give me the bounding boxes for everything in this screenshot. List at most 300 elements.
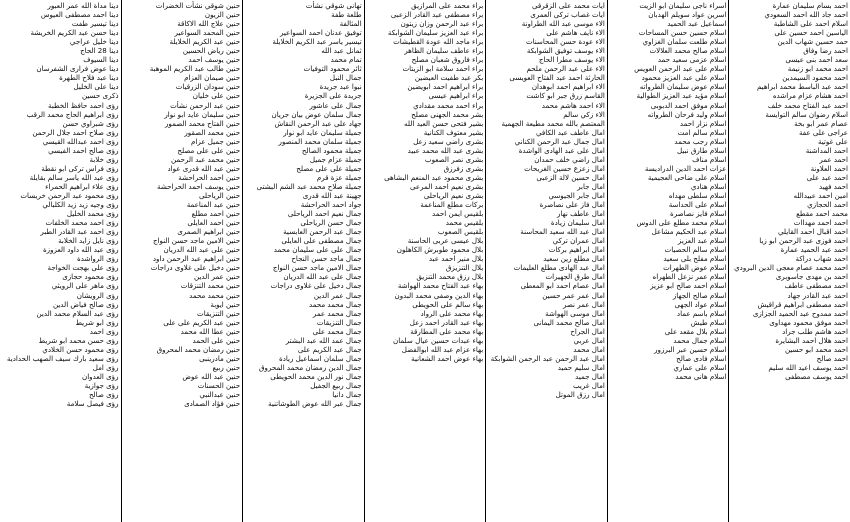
name-cell: حنين الفتاح محمد الصمور xyxy=(164,118,241,128)
name-cell: امال زعزع حسين الغريحات xyxy=(524,163,605,173)
name-cell: حنين احمد مطلع xyxy=(191,209,241,219)
name-cell: امال عبد الله سعيد المحاسنة xyxy=(520,227,605,237)
name-cell: الاء نايف هاشم على xyxy=(546,28,605,38)
name-cell: حنين المحمد السواعير xyxy=(174,28,241,38)
name-cell: حنين عبد الله قدرى عواد xyxy=(167,163,241,173)
name-cell: اسلام بلال مقعد على xyxy=(664,326,727,336)
name-cell: احمد المداشنة xyxy=(805,145,848,155)
name-cell: اسلام سالم امت xyxy=(677,127,727,137)
name-cell: رؤى سعيد بارك سيف الصهب الحدادية xyxy=(6,353,119,363)
name-cell: احمد هاشم طلب جراد xyxy=(782,326,848,336)
name-cell: دينا حسن عبد الكريم الخريشة xyxy=(30,28,119,38)
name-cell: امال سليمان زيادة xyxy=(550,218,605,228)
name-cell: رؤى وجيه زيد زيد الكلبالي xyxy=(42,200,119,210)
name-cell: اسلام حسين حسن المساحات xyxy=(638,28,727,38)
name-cell: جميلة محمود الصالح xyxy=(301,145,362,155)
name-cell: جميلة سلمان محمد المنصور xyxy=(278,136,362,146)
name-cell: رؤى صالح احمد الفيسي xyxy=(48,145,119,155)
name-cell: رؤى محمد الخليل xyxy=(66,209,119,219)
name-cell: احمد هشام عزام مراشده xyxy=(772,91,848,101)
name-cell: جميلة صلاح محمد عبد الشم البشتى xyxy=(256,181,362,191)
name-cell: رؤى نايل زايد الخلابة xyxy=(58,236,119,246)
name-cell: احمد عبد الباسط محمد ابراهيم xyxy=(756,82,848,92)
name-cell: احمد فهيد xyxy=(819,181,848,191)
name-cell: حنين رياض الحسين xyxy=(182,46,241,56)
name-cell: حنين عبد الله عوض xyxy=(182,371,241,381)
name-cell: امال مطلع زين سعيد xyxy=(543,254,605,264)
name-cell: امال طرق الجهيرات xyxy=(545,272,605,282)
name-cell: حنين فؤاد الصمادى xyxy=(184,399,241,409)
name-cell: حنين طالب عبد الكريم الموهبة xyxy=(149,64,241,74)
name-cell: اسلام عمر نزعل الطهراه xyxy=(652,272,727,282)
name-cell: احمد رضا وفاق xyxy=(803,46,848,56)
names-column xyxy=(121,0,243,522)
names-column xyxy=(485,0,607,522)
name-cell: اسلام عوض الطهرات xyxy=(663,263,727,273)
name-cell: بهاء عبد الفتاح محمد الهواشة xyxy=(397,281,484,291)
name-cell: بهاء عبد القادر احمد زعل xyxy=(409,317,484,327)
name-cell: اسلام رضوان سالم التوايسة xyxy=(765,109,848,119)
name-cell: جمال دانيا xyxy=(332,390,362,400)
name-cell: بهاء محمد على المطارقة xyxy=(410,326,484,336)
name-cell: الاء زكي سالم xyxy=(563,109,605,119)
name-cell: حنين التنزيقات xyxy=(197,308,241,318)
name-cell: جمال محمد على xyxy=(312,326,362,336)
name-cell: جمال الدين رمضان محمد المحروق xyxy=(259,362,362,372)
name-cell: بلال منير احمد عبد xyxy=(428,254,484,264)
name-cell: امال عمر عمر حسين xyxy=(542,290,605,300)
name-cell: امال جابر xyxy=(577,181,605,191)
name-cell: بشرى نعيم احمد المرعى xyxy=(410,181,484,191)
names-column xyxy=(607,0,729,522)
name-cell: بلال عيسى عربى الحاسنة xyxy=(407,236,484,246)
name-cell: براء ابراهيم احمد ابويضين xyxy=(407,82,484,92)
name-cell: امال عصام احمد ابو المعطى xyxy=(520,281,605,291)
name-cell: الاء عودة حسن المحاسنات xyxy=(525,37,605,47)
name-cell: جمال عبد الرحمن العابسية xyxy=(283,227,362,237)
name-cell: بشير معتوف الكنانية xyxy=(423,127,484,137)
name-cell: حنين صيمان العزام xyxy=(184,73,241,83)
name-cell: حنين عبد الرحمن نشأت xyxy=(170,100,241,110)
name-cell: دينا تيسير طفت xyxy=(71,19,119,29)
name-cell: الاء ابراهيم احمد ابوهدان xyxy=(531,82,605,92)
name-cell: بلال التنزيزق xyxy=(445,263,484,273)
name-cell: براء عبد العزيز سليمان الشوابكة xyxy=(387,28,484,38)
name-cell: رؤى احمد عبدالله القيسي xyxy=(42,136,119,146)
name-cell: بهاء محمد على الرواد xyxy=(420,308,484,318)
name-cell: ذكرى حسين xyxy=(82,91,119,101)
name-cell: جميلة على على مصلح xyxy=(296,163,362,173)
name-cell: احمد محمد ابو زنيمة xyxy=(787,64,848,74)
name-cell: احمد موفق محمود مهداوى xyxy=(769,317,848,327)
name-cell: اسلام رجب محمد xyxy=(674,136,727,146)
name-cell: حنين مادرينبى xyxy=(199,353,241,363)
name-cell: جمال سلمان اسماعيل ريادة xyxy=(278,353,362,363)
name-cell: الاء يوسف مطرا الحاج xyxy=(538,55,605,65)
name-cell: ثمانل عبد الله xyxy=(321,46,362,56)
name-cell: رؤى صالح xyxy=(88,390,119,400)
name-cell: احمد جاد الله احمد السعودي xyxy=(764,10,848,20)
name-cell: حنين محمد عبد الرحمن xyxy=(171,154,241,164)
name-cell: حنين ابراهيم عبد الرحمن داود xyxy=(152,254,241,264)
name-cell: بلقيس محمد xyxy=(445,218,484,228)
name-cell: امال عاطف عبد الكافي xyxy=(535,127,605,137)
name-cell: ايات محمد على الزقرقى xyxy=(531,1,605,10)
name-cell: جميلة عزة قرم xyxy=(316,172,362,182)
name-cell: جمال عمر الدين xyxy=(313,290,362,300)
name-cell: جواد احمد الحراحشة xyxy=(300,200,362,210)
name-cell: احمد يوسف اعيد الله سليم xyxy=(768,362,848,372)
name-cell: عراجى على عفة xyxy=(798,127,848,137)
name-cell: اسلام هانى محمد xyxy=(675,371,727,381)
name-cell: اسرين عواد سويلم الهدبان xyxy=(648,10,727,20)
name-cell: حنين الامين ماجد حسن النواج xyxy=(152,236,241,246)
name-cell: حنين احمد العايلى xyxy=(187,218,241,228)
name-cell: اسلام مؤيد عبد العزيز الطوالية xyxy=(636,91,727,101)
name-cell: رؤى عبد الله ياسر سالم بقايلة xyxy=(29,172,119,182)
name-cell: حنين يوسف احمد الحراحشة xyxy=(157,181,241,191)
name-cell: جمال ماجد حسن النجاح xyxy=(291,254,362,264)
name-cell: طلعة طفة xyxy=(331,10,362,20)
name-cell: بكر عبد طفيت العيضين xyxy=(414,73,484,83)
name-cell: رؤى احمد حافظ الخطبة xyxy=(48,100,119,110)
name-cell: بلقيس الصعوب xyxy=(437,227,484,237)
name-cell: رؤى الرواشدة xyxy=(77,254,119,264)
name-cell: دينا احمد مصطفى العيوس xyxy=(40,10,119,20)
name-cell: امال جابر الجيوسي xyxy=(548,190,605,200)
name-cell: امال عربي xyxy=(573,335,605,345)
name-cell: حنين ابراهيم الصمرى xyxy=(177,227,241,237)
name-cell: الاء موسى عبد الله الطراونة xyxy=(521,19,605,29)
name-cell: حنين سليمان عايد ابو نوار xyxy=(164,109,241,119)
name-cell: احمد بن مهدى جاسوبرى xyxy=(775,272,848,282)
name-cell: الحارثة احمد عبد الفتاح العويسى xyxy=(509,73,605,83)
name-cell: اسلام على الحداسة xyxy=(668,200,727,210)
name-cell: احمد بسام سليمان عمارة xyxy=(772,1,848,10)
name-cell: اسلام موفق احمد الدبوبى xyxy=(650,100,727,110)
name-cell: جمال النبل xyxy=(329,73,362,83)
name-cell: احمد عمر xyxy=(819,154,848,164)
name-cell: رؤى ماهر على الرويثي xyxy=(51,281,119,291)
name-cell: حنين محمد محمد xyxy=(189,290,241,300)
name-cell: حنين على عبد الله الدريان xyxy=(163,245,241,255)
name-cell: احمد محمود السيمدين xyxy=(782,73,848,83)
name-cell: امال عبد الرحمن عبد الرحمن الشوابكة xyxy=(490,353,605,363)
name-cell: حمد حسين شهاب الدين xyxy=(777,37,848,47)
name-cell: جهينة عبد الله قدرى xyxy=(302,190,362,200)
name-cell: اسلام صالح الجهاز xyxy=(672,290,727,300)
name-cell: امال حسين لالة الزعبى xyxy=(536,172,605,182)
name-cell: بشرى عبد الله محمد عبيد xyxy=(407,145,484,155)
name-cell: امال رزق الموتل xyxy=(555,390,605,400)
name-cell: جمال الامين ماجد حسن النواج xyxy=(272,263,362,273)
name-cell: حنين محمد التنزقات xyxy=(180,281,241,291)
name-cell: جمال محمد محمد xyxy=(308,299,362,309)
name-cell: اسلام وليد فرحان الطرواته xyxy=(647,109,727,119)
name-cell: اسلام جمال محمد xyxy=(673,335,727,345)
name-cell: الاء على عبد الرحمن ملحم xyxy=(526,64,605,74)
name-cell: دينا عوض فرارى الشفرسان xyxy=(36,64,119,74)
name-cell: حنين علاج الله الاكاقة xyxy=(177,19,241,29)
name-cell: امال محمد xyxy=(573,344,605,354)
name-cell: حنين ايوبة xyxy=(210,299,241,309)
name-cell: عصام عمر ابو بخة xyxy=(794,118,848,128)
name-cell: بلال محمود طوبرش الكاهلون xyxy=(396,245,484,255)
name-cell: رؤى محمود حجازى xyxy=(62,272,119,282)
name-cell: احمد محمد ابو حسين xyxy=(784,344,848,354)
name-cell: حنين شوقي نشأت الخضرات xyxy=(155,1,241,10)
name-cell: امال عمران تركي xyxy=(552,236,605,246)
name-cell: بهاء عزام عبد الله ابوالفضل xyxy=(401,344,484,354)
name-cell: براء ماجد الله عودة القطيشات xyxy=(393,37,484,47)
name-cell: بهاء سالم على الحويطى xyxy=(412,299,484,309)
name-cell: دينا السيوف xyxy=(83,55,119,65)
name-cell: جمال نور الدين محمد الحويطى xyxy=(270,371,362,381)
names-column xyxy=(242,0,364,522)
name-cell: الاء يوسف توفيق الشوابكة xyxy=(526,46,605,56)
name-cell: امال جميد xyxy=(575,371,605,381)
name-cell: احمد محمد عصام معجى الدين البرودي xyxy=(734,263,848,273)
name-cell: اسلام عواد الجهى xyxy=(674,299,727,309)
name-cell: جمال على عبد الله الدريان xyxy=(283,272,362,282)
name-cell: رؤى فيصل سلامة xyxy=(66,399,119,409)
name-cell: اسلام فادى صالح xyxy=(676,353,727,363)
name-cell: بركات مطلع المناعمة xyxy=(420,200,484,210)
name-cell: براء محمد على المرازيق xyxy=(411,1,484,10)
name-cell: جمال دخيل على غلاوى دراجات xyxy=(270,281,362,291)
name-cell: حنين دخيل على غلاوى دراجات xyxy=(150,263,241,273)
name-cell: امال عمر نصر xyxy=(562,299,605,309)
name-cell: اسلام عبد الحكيم مشاعل xyxy=(651,227,727,237)
name-cell: رؤى علاء ابراهيم الحمراء xyxy=(45,181,119,191)
name-cell: رؤى محمود عبد الرحمن خريسات xyxy=(20,190,119,200)
name-cell: رؤى عبد الله داود العزوزة xyxy=(42,245,119,255)
name-cell: رؤى امل xyxy=(92,362,119,372)
name-cell: اسلام مفلح بلى سعيد xyxy=(663,254,727,264)
name-cell: الياسين احمد حسين على xyxy=(774,28,848,38)
name-cell: جريدة على الجزيرة xyxy=(304,91,362,101)
name-cell: امال فاز على نصاصرة xyxy=(539,200,605,210)
name-cell: رؤى حسن محمد ابو شريط xyxy=(38,335,119,345)
name-cell: دينا على الخليل xyxy=(73,82,119,92)
name-cell: امال سليم حميد xyxy=(557,362,605,372)
name-cell: امال عاطف نهار xyxy=(557,209,605,219)
name-cell: امال غريب xyxy=(572,380,605,390)
name-cell: احمد صالح xyxy=(816,353,848,363)
name-cell: احمد مصطفى ابراهيم قراقيش xyxy=(757,299,848,309)
name-cell: اسلام محمد مطلع على الدوس xyxy=(636,218,727,228)
name-cell: احمد ممدوح عبد الحميد الجزازى xyxy=(752,308,848,318)
name-cell: القاسم زرق جبر ابو كاشت xyxy=(526,91,605,101)
name-cell: امال عبد الهادى مطلع العليمات xyxy=(513,263,605,273)
name-cell: حنين الرياحلى xyxy=(198,190,241,200)
name-cell: اسلام هنادي xyxy=(690,181,727,191)
name-cell: اسراء ناجى سليمان ابو الزيت xyxy=(639,1,727,10)
name-cell: رؤى احمد xyxy=(89,326,119,336)
name-cell: رؤى خلابة xyxy=(89,154,119,164)
name-cell: رؤى العدوان xyxy=(81,371,119,381)
names-column xyxy=(728,0,850,522)
name-cell: اسلام سالم الحصيات xyxy=(664,245,727,255)
name-cell: اسلام عزمى سعيد حمد xyxy=(657,55,727,65)
name-cell: دينا عبد فلاح الطهرة xyxy=(59,73,119,83)
name-cell: جمال حسن الرياحلى xyxy=(300,218,362,228)
name-cell: اسلام نزار احمد xyxy=(679,118,727,128)
name-cell: براء احمد محمد مقدادي xyxy=(413,100,484,110)
name-cell: براء ابراهيم عيسى xyxy=(428,91,484,101)
name-cell: جمال التنزيقات xyxy=(316,317,362,327)
name-cell: حنين عطا الله محمد xyxy=(180,326,241,336)
name-cell: احمد فوزى عبد الرحمن ابو زيا xyxy=(759,236,848,246)
name-cell: جهاد على عبد الرحمن النقاش xyxy=(274,118,362,128)
name-cell: بلال رزق محمد التنزيق xyxy=(416,272,484,282)
name-cell: اسلام سلطى مهداه xyxy=(668,190,727,200)
name-cell: اسلام صالح محمد العلالات xyxy=(649,46,727,56)
name-cell: امال جمال عبد الرحمن الكناني xyxy=(514,136,605,146)
name-cell: رؤى صالح فياض الدين xyxy=(52,299,119,309)
name-cell: امال راضي خلف حمدان xyxy=(534,154,605,164)
name-cell: على غوتية xyxy=(817,136,848,146)
name-cell: دينا 28 الحاج xyxy=(80,46,119,56)
name-cell: المثالفة xyxy=(339,19,362,29)
name-cell: بشرى راضي سعيد زعل xyxy=(413,136,484,146)
name-cell: جميلة سليمان عايد ابو نوار xyxy=(283,127,362,137)
name-cell: ايات غصاب تركى العمرى xyxy=(530,10,605,20)
name-cell: اسلام طلعت سلمان الغزاوي xyxy=(642,37,727,47)
name-cell: حنين جميل عزام xyxy=(191,136,241,146)
name-cell: حنين على الحمد xyxy=(192,335,241,345)
name-cell: تمام محمد xyxy=(330,55,362,65)
names-column xyxy=(364,0,486,522)
name-cell: احمد عبد الحميد عمارة xyxy=(780,245,848,255)
name-cell: حنين عبد الكريم الخلايلة xyxy=(169,37,241,47)
name-cell: جميلة عزام جميل xyxy=(309,154,362,164)
name-cell: دينا مداة الله عمر العبور xyxy=(47,1,119,10)
name-cell: رؤى فراس تركى ابو نقطة xyxy=(41,163,119,173)
name-cell: رؤى عبد السلام محمد الدين xyxy=(36,308,119,318)
name-cell: توفيق عدنان احمد السواعير xyxy=(279,28,362,38)
name-cell: سعد احمد بنى عيسى xyxy=(785,55,848,65)
name-cell: الاء احمد هاشم محمد xyxy=(541,100,605,110)
name-cell: حنين الحسنات xyxy=(197,380,241,390)
name-cell: عزات احمد الدين الدراديسة xyxy=(644,163,727,173)
name-cell: جمال نعيم احمد الرياحلى xyxy=(287,209,362,219)
name-cell: احمد عبد الفتاح محمد خلف xyxy=(767,100,848,110)
name-cell: براء عاطف سليمان الظاهر xyxy=(404,46,484,56)
name-cell: حنين الزيون xyxy=(204,10,241,20)
name-cell: براء فاروق شعبان مصلح xyxy=(411,55,484,65)
name-cell: اسماعيل عبد الحميد xyxy=(667,19,727,29)
name-cell: احمد الحجازي xyxy=(807,200,848,210)
name-cell: رؤى الرويشان xyxy=(76,290,119,300)
name-cell: تيسير ياسر عبد الكريم الخلايلة xyxy=(272,37,362,47)
name-cell: دينا خليل عراجي xyxy=(69,37,119,47)
name-cell: امال الجراح xyxy=(570,326,605,336)
name-cell: رؤى محمود حسن الخلادي xyxy=(42,344,119,354)
name-cell: حنين يوسف احمد xyxy=(188,55,241,65)
name-cell: امين احمد عبيدالله xyxy=(793,190,848,200)
name-cell: حنين محمد الصقور xyxy=(184,127,241,137)
name-cell: رؤى ابراهيم الحاج محمد الرقب xyxy=(26,109,119,119)
name-cell: المعتصم بالله محمد مطيعة الجهمية xyxy=(501,118,605,128)
name-cell: رؤى احمد محمد الخلفات xyxy=(45,218,119,228)
name-cell: امال صالح محمد اليمانى xyxy=(533,317,605,327)
name-cell: بهاء عوض احمد الشعانية xyxy=(411,353,484,363)
name-cell: اسلام باسم عماد xyxy=(676,308,727,318)
name-cell: احمد هلال احمد البشايرة xyxy=(775,335,848,345)
name-cell: رؤى ابو شريط xyxy=(75,317,119,327)
name-cell: بشرى نصر الصعوب xyxy=(424,154,484,164)
name-cell: احمد مصطفى عاطف xyxy=(784,281,848,291)
name-cell: اسلام طيش xyxy=(690,317,727,327)
name-cell: حنين سودان الزرقيات xyxy=(175,82,241,92)
name-cell: اسلام على عماري xyxy=(673,362,727,372)
name-cell: بشير فتحى حسن العيد الله xyxy=(404,118,484,128)
name-cell: اسلام طارق نبيل xyxy=(677,145,727,155)
name-cell: تهانى شوقي نشأت xyxy=(305,1,362,10)
name-cell: جمال عبد الكريم على xyxy=(297,344,362,354)
name-cell: احمد عبد على xyxy=(806,172,848,182)
name-cell: جمال مصطفى على العايلى xyxy=(281,236,362,246)
name-cell: احمد احمد مهداات xyxy=(793,218,848,228)
name-cell: حنين احمد الحراحشة xyxy=(178,172,241,182)
name-cell: اسلام مناف xyxy=(692,154,727,164)
name-cell: براء مصطفى عبد القادر الزعبى xyxy=(390,10,484,20)
name-cell: اسلام احمد صالح ابو عزيز xyxy=(650,281,727,291)
name-cell: براء عبد الرحمن وزان زيتون xyxy=(400,19,484,29)
name-cell: اسلام فايز نصاصرة xyxy=(669,209,727,219)
name-cell: اسلام على ضاحى العجيمية xyxy=(647,172,727,182)
name-cell: حنين رمضان محمد المحروق xyxy=(156,344,241,354)
name-cell: محمد احمد مقطع xyxy=(796,209,848,219)
name-cell: بشرى محمود عبد المنعم البشاهى xyxy=(384,172,484,182)
name-cell: بهاء عبدات حسين عيال سلمان xyxy=(393,335,484,345)
name-cell: احمد شهاب دراكة xyxy=(795,254,848,264)
name-cell: جمال عمد الله عبد البشتر xyxy=(285,335,362,345)
name-cell: رؤى شبراوي حسن xyxy=(62,118,119,128)
name-cell: بشرى نعيم الرياحلى xyxy=(423,190,484,200)
name-cell: حنين على خليان xyxy=(192,91,241,101)
name-cell: حنين على على مصلح xyxy=(177,145,241,155)
name-cell: جمال عبر الله عوض الطوشاتنية xyxy=(268,399,362,409)
name-cell: جمال محمد عمر xyxy=(312,308,362,318)
name-cell: امال على عبد الهادى الواشدة xyxy=(518,145,605,155)
name-cell: حنين ربيع xyxy=(212,362,241,372)
name-cell: جمال ربيع الجفيل xyxy=(310,380,362,390)
name-cell: ثائر محمود التوفيات xyxy=(303,64,362,74)
name-cell: بشر محمد الجهنى مصلح xyxy=(411,109,484,119)
name-cell: حنين عمر الدين xyxy=(194,272,241,282)
name-cell: امال ابراهيم بركات xyxy=(548,245,605,255)
name-cell: حنين عبد الكريم على على xyxy=(163,317,241,327)
name-cell: جمال على على سليمان محمد xyxy=(273,245,362,255)
name-cell: اسلام على عبد العزيز محمود xyxy=(641,73,727,83)
name-cell: نبوا عبد جريدة xyxy=(319,82,362,92)
name-cell: حنين عبدالنبي xyxy=(199,390,241,400)
name-cell: اسلام عوض سليمان الطرواته xyxy=(639,82,727,92)
name-cell: بهاء الدين وصفى محمد البدون xyxy=(394,290,484,300)
name-cell: جمال على عاشور xyxy=(309,100,362,110)
name-cell: اسلام احمد على الشاطبة xyxy=(773,19,848,29)
name-cell: احمد العلاونة xyxy=(810,163,848,173)
name-cell: اسلام على عبد الرحمن العويس xyxy=(634,64,727,74)
name-cell: احمد عبد القادر جهاد xyxy=(787,290,848,300)
name-cell: بلقيس ايمن احمد xyxy=(432,209,484,219)
name-cell: اسلام حسين عبر البرزور xyxy=(654,344,727,354)
name-cell: براء احمد سلامة ابو الزيتات xyxy=(402,64,484,74)
name-cell: بشرى زفرزق xyxy=(443,163,484,173)
name-cell: حنين عبد المناعمة xyxy=(186,200,241,210)
